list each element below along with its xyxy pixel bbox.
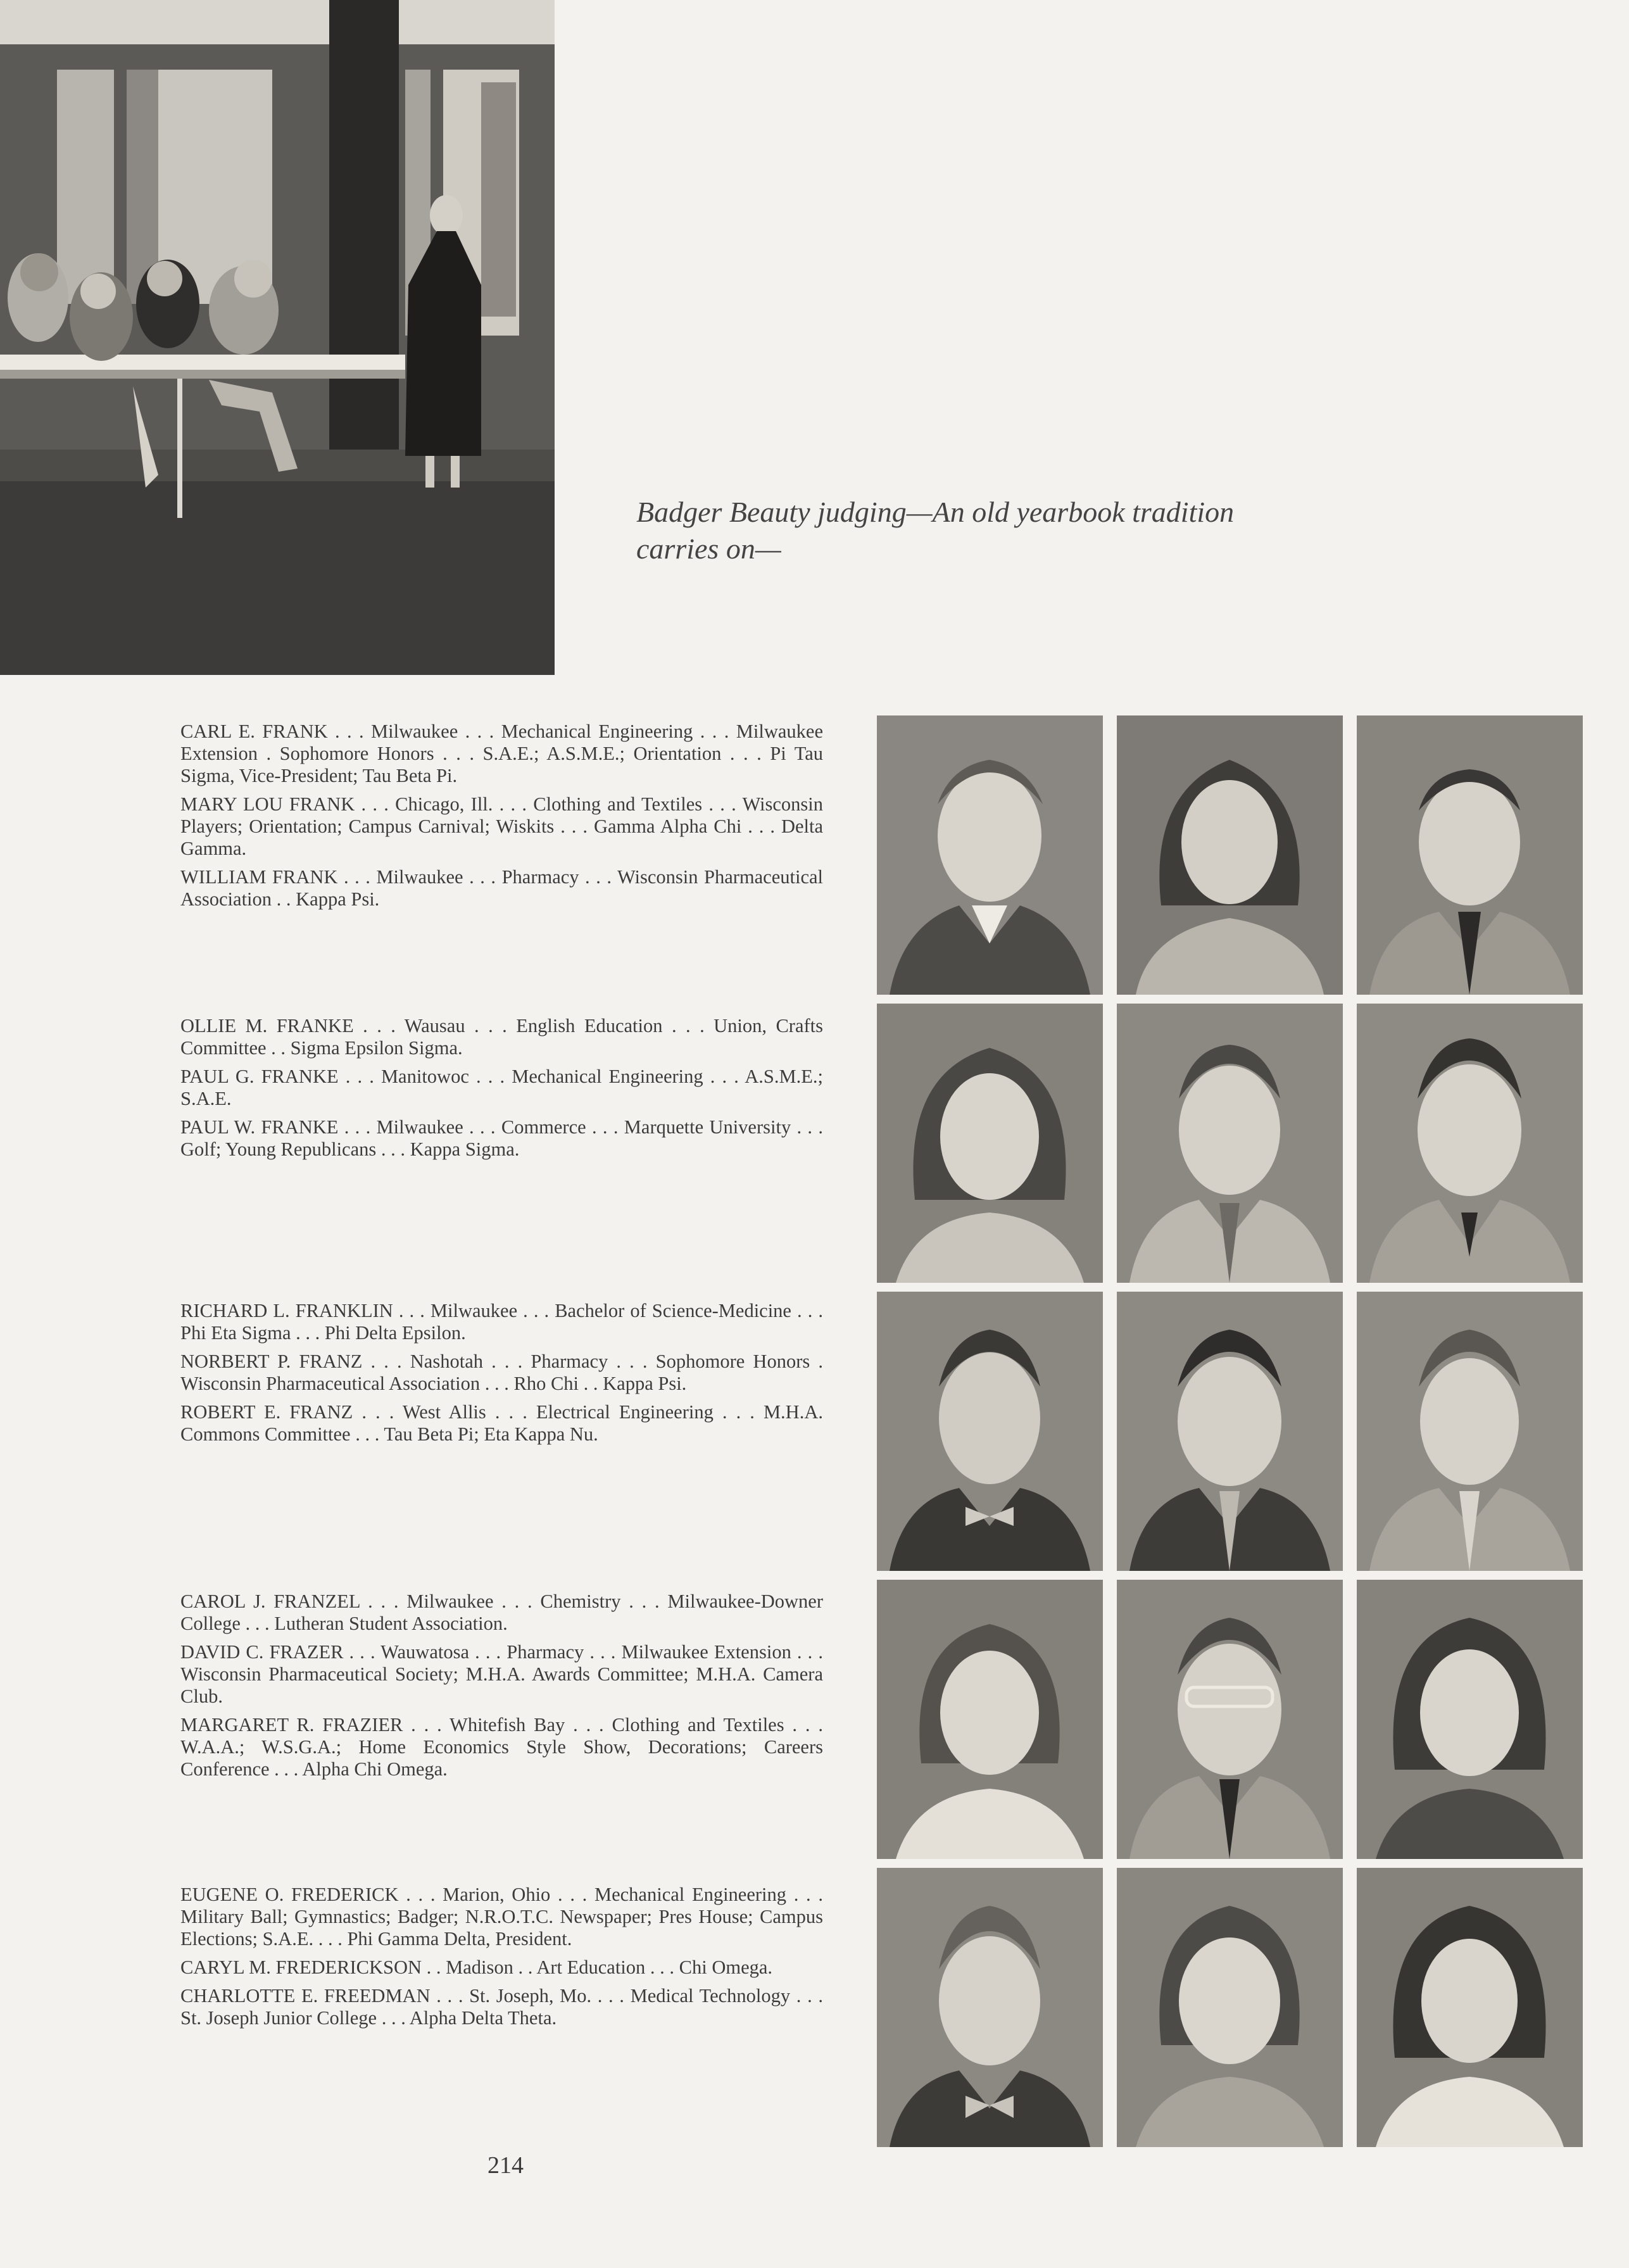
judging-scene-image: [0, 0, 555, 675]
bio-group-5: [180, 1884, 823, 2036]
bio-entry: CARL E. FRANK . . . Milwaukee . . . Mechanical Engineering . . . Milwaukee Extension . Sophomore Honors . . . S.A.E.; A.S.M.E.; Orientation . . . Pi Tau Sigma, Vice-President; Tau Beta Pi.: [180, 721, 823, 786]
photo-caption: [636, 494, 1333, 567]
bio-entry: NORBERT P. FRANZ . . . Nashotah . . . Pharmacy . . . Sophomore Honors . Wisconsin Pharmaceutical Association . . . Rho Chi . . Kappa Psi.: [180, 1351, 823, 1394]
bio-entry: OLLIE M. FRANKE . . . Wausau . . . English Education . . . Union, Crafts Committee . . Sigma Epsilon Sigma.: [180, 1015, 823, 1059]
caption-line-1: Badger Beauty judging—An old yearbook tradition: [636, 496, 1235, 528]
portrait-charlotte-freedman: [1357, 1868, 1583, 2147]
bio-entry: CHARLOTTE E. FREEDMAN . . . St. Joseph, Mo. . . . Medical Technology . . . St. Joseph Junior College . . . Alpha Delta Theta.: [180, 1985, 823, 2029]
portrait-paul-w-franke: [1357, 1004, 1583, 1283]
portrait-caryl-frederickson: [1117, 1868, 1343, 2147]
page-number: 214: [487, 2152, 524, 2179]
bio-group-4: [180, 1591, 823, 1787]
bio-entry: EUGENE O. FREDERICK . . . Marion, Ohio . . . Mechanical Engineering . . . Military Ball; Gymnastics; Badger; N.R.O.T.C. Newspaper; Pres House; Campus Elections; S.A.E. . . . Phi Gamma Delta, President.: [180, 1884, 823, 1950]
portrait-paul-g-franke: [1117, 1004, 1343, 1283]
portrait-grid: [877, 715, 1583, 2143]
portrait-mary-lou-frank: [1117, 715, 1343, 995]
portrait-ollie-franke: [877, 1004, 1103, 1283]
portrait-william-frank: [1357, 715, 1583, 995]
bio-entry: DAVID C. FRAZER . . . Wauwatosa . . . Pharmacy . . . Milwaukee Extension . . . Wisconsin Pharmaceutical Society; M.H.A. Awards Committee; M.H.A. Camera Club.: [180, 1641, 823, 1707]
bio-group-2: [180, 1015, 823, 1167]
bio-entry: RICHARD L. FRANKLIN . . . Milwaukee . . . Bachelor of Science-Medicine . . . Phi Eta Sigma . . . Phi Delta Epsilon.: [180, 1300, 823, 1344]
bio-entry: MARY LOU FRANK . . . Chicago, Ill. . . . Clothing and Textiles . . . Wisconsin Players; Orientation; Campus Carnival; Wiskits . . . Gamma Alpha Chi . . . Delta Gamma.: [180, 793, 823, 859]
caption-line-2: carries on—: [636, 532, 781, 565]
bio-entry: CARYL M. FREDERICKSON . . Madison . . Art Education . . . Chi Omega.: [180, 1956, 773, 1978]
portrait-richard-franklin: [877, 1292, 1103, 1571]
bio-entry: CAROL J. FRANZEL . . . Milwaukee . . . Chemistry . . . Milwaukee-Downer College . . . Lutheran Student Association.: [180, 1591, 823, 1634]
portrait-norbert-franz: [1117, 1292, 1343, 1571]
bio-group-1: [180, 721, 823, 917]
bio-entry: PAUL W. FRANKE . . . Milwaukee . . . Commerce . . . Marquette University . . . Golf; Young Republicans . . . Kappa Sigma.: [180, 1116, 823, 1160]
portrait-robert-franz: [1357, 1292, 1583, 1571]
bio-entry: WILLIAM FRANK . . . Milwaukee . . . Pharmacy . . . Wisconsin Pharmaceutical Association . . Kappa Psi.: [180, 866, 823, 910]
bio-group-3: [180, 1300, 823, 1452]
portrait-eugene-frederick: [877, 1868, 1103, 2147]
bio-entry: MARGARET R. FRAZIER . . . Whitefish Bay . . . Clothing and Textiles . . . W.A.A.; W.S.G.A.; Home Economics Style Show, Decorations; Careers Conference . . . Alpha Chi Omega.: [180, 1714, 823, 1780]
portrait-carl-frank: [877, 715, 1103, 995]
portrait-carol-franzel: [877, 1580, 1103, 1859]
bio-entry: PAUL G. FRANKE . . . Manitowoc . . . Mechanical Engineering . . . A.S.M.E.; S.A.E.: [180, 1066, 823, 1109]
bio-entry: ROBERT E. FRANZ . . . West Allis . . . Electrical Engineering . . . M.H.A. Commons Committee . . . Tau Beta Pi; Eta Kappa Nu.: [180, 1401, 823, 1445]
portrait-david-frazer: [1117, 1580, 1343, 1859]
portrait-margaret-frazier: [1357, 1580, 1583, 1859]
judging-photo: [0, 0, 555, 675]
